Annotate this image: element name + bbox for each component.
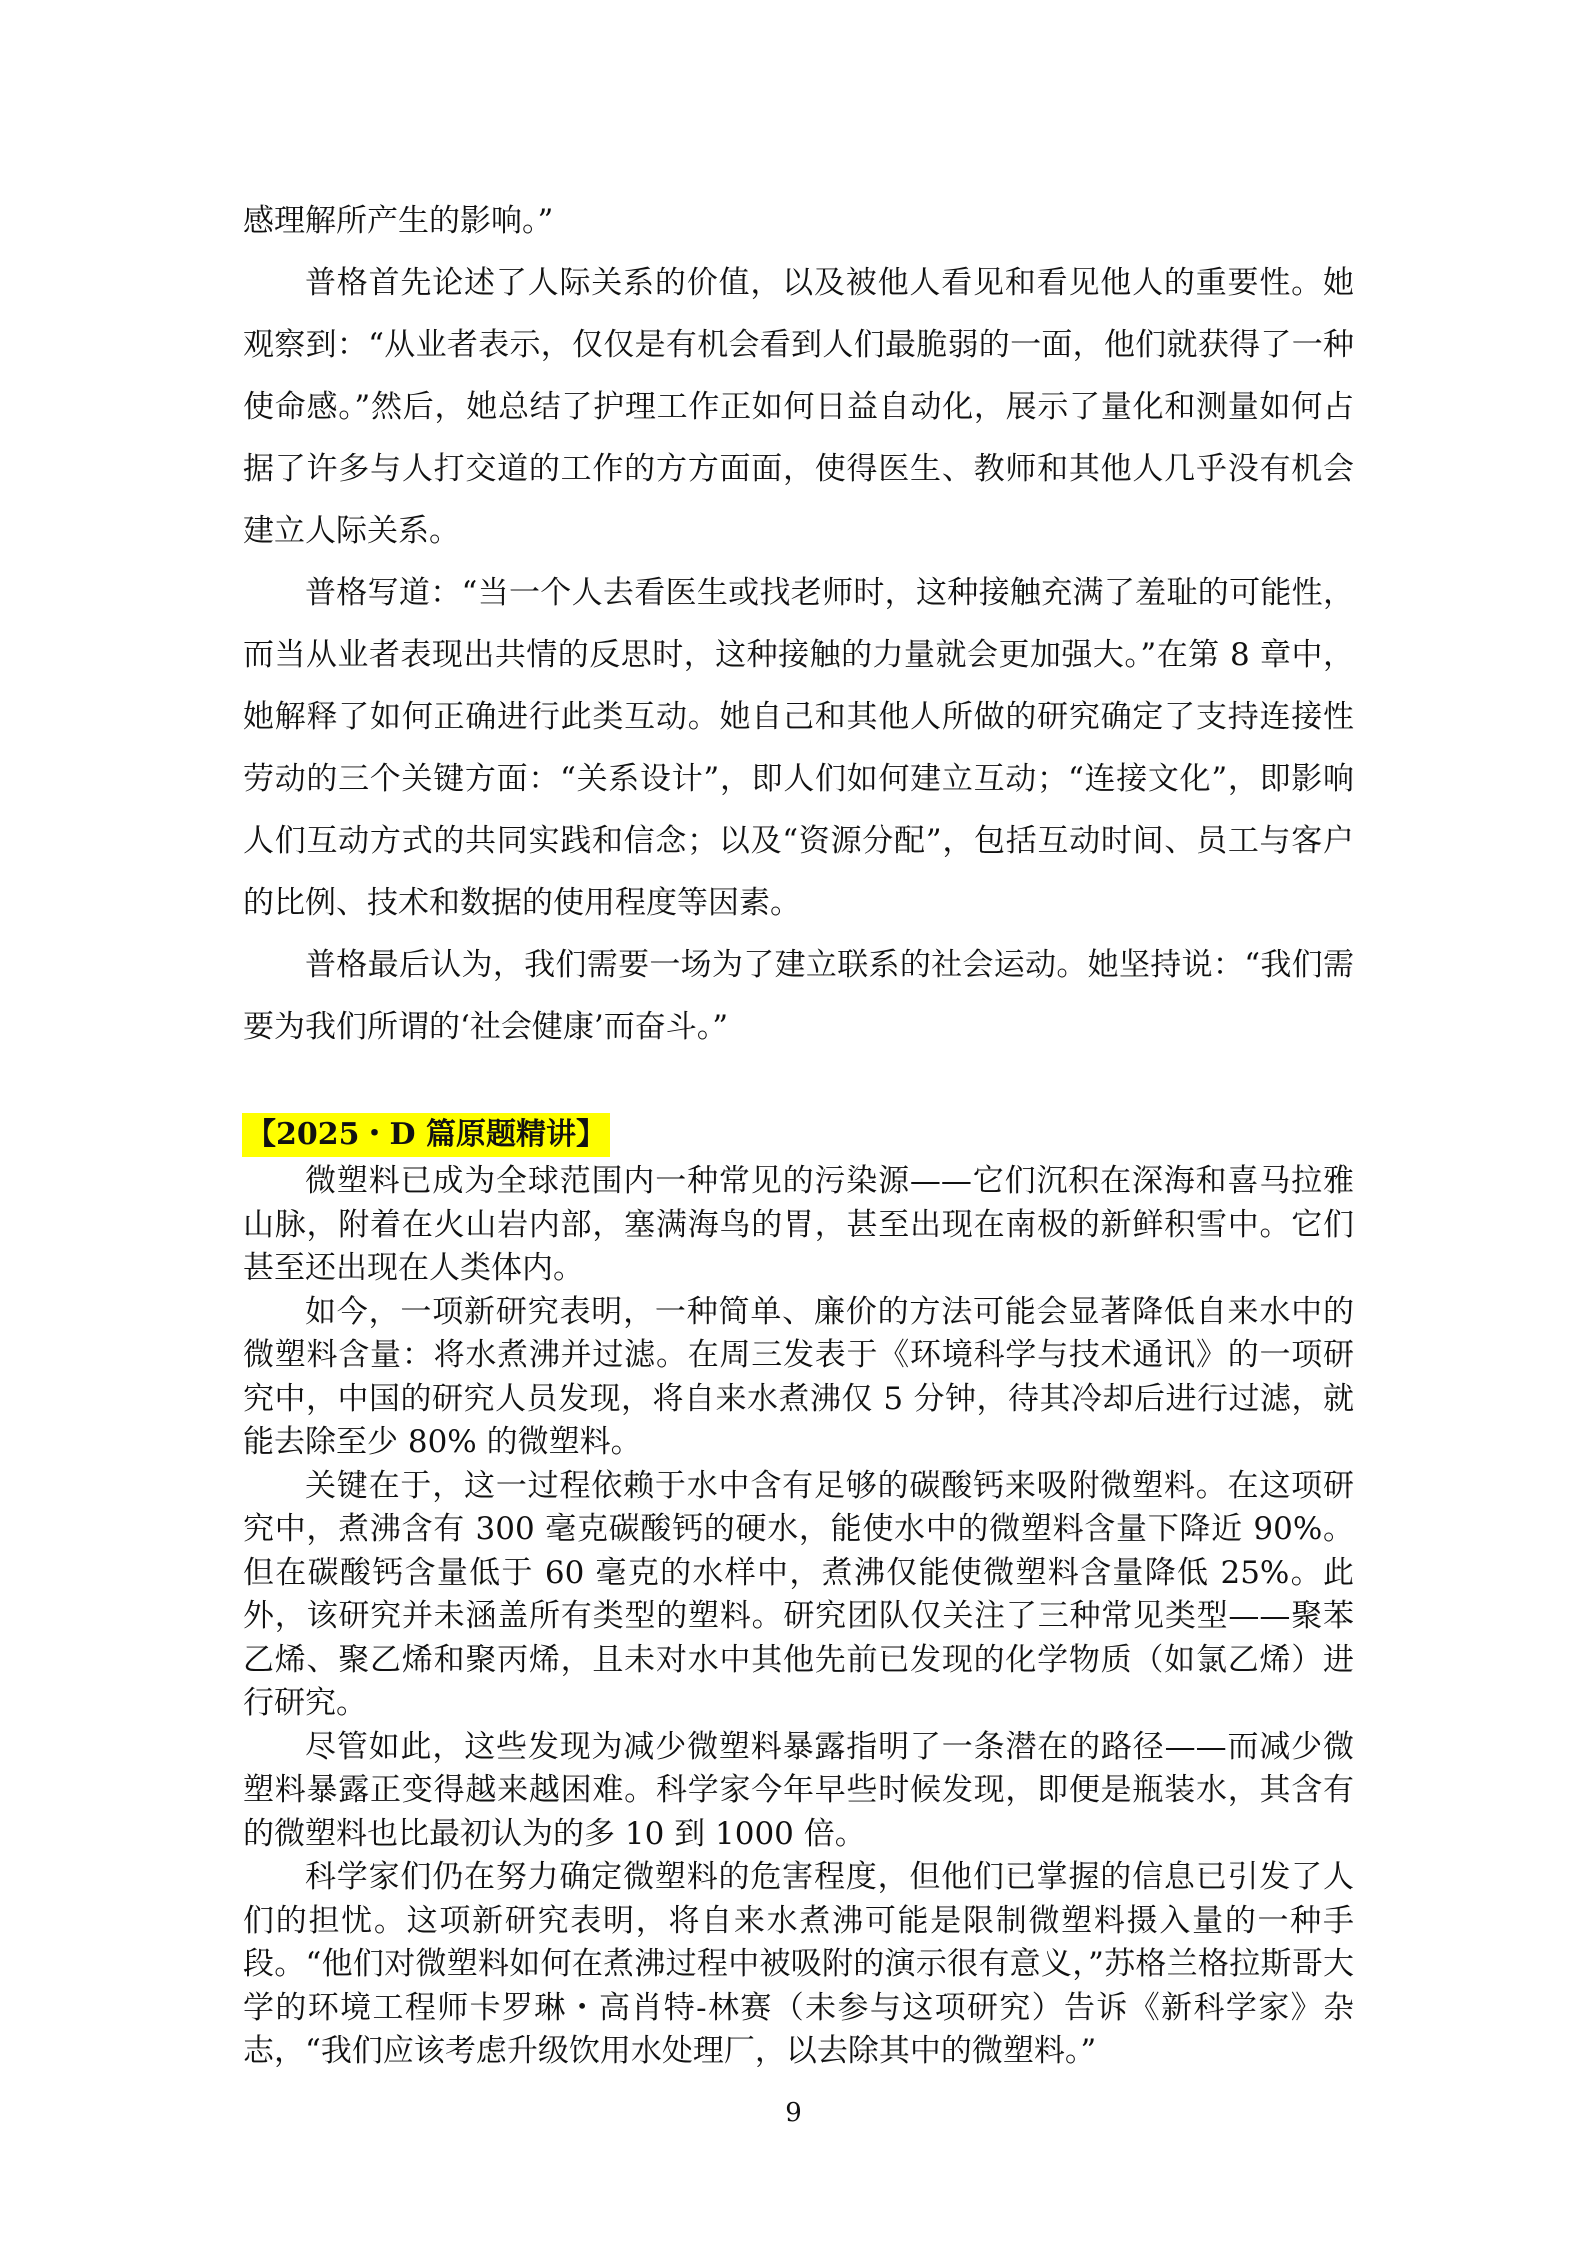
paragraph: 普格写道：“当一个人去看医生或找老师时，这种接触充满了羞耻的可能性，而当从业者表现出共情的反思时，这种接触的力量就会更加强大。”在第 8 章中，她解释了如何正确进行此类互动。她自己和其他人所做的研究确定了支持连接性劳动的三个关键方面：“关系设计”，即人们如何建立互动；“连接文化”，即影响人们互动方式的共同实践和信念；以及“资源分配”，包括互动时间、员工与客户的比例、技术和数据的使用程度等因素。 bbox=[243, 575, 1354, 921]
paragraph: 科学家们仍在努力确定微塑料的危害程度，但他们已掌握的信息已引发了人们的担忧。这项新研究表明，将自来水煮沸可能是限制微塑料摄入量的一种手段。“他们对微塑料如何在煮沸过程中被吸附的演示很有意义，”苏格兰格拉斯哥大学的环境工程师卡罗琳・高肖特-林赛（未参与这项研究）告诉《新科学家》杂志，“我们应该考虑升级饮用水处理厂，以去除其中的微塑料。” bbox=[243, 1859, 1354, 2069]
paragraph-continuation: 感理解所产生的影响。” bbox=[243, 203, 554, 239]
paragraph: 微塑料已成为全球范围内一种常见的污染源——它们沉积在深海和喜马拉雅山脉，附着在火山岩内部，塞满海鸟的胃，甚至出现在南极的新鲜积雪中。它们甚至还出现在人类体内。 bbox=[243, 1163, 1354, 1286]
page-number: 9 bbox=[785, 2098, 802, 2128]
section-heading: 【2025・D 篇原题精讲】 bbox=[242, 1113, 610, 1157]
paragraph: 如今，一项新研究表明，一种简单、廉价的方法可能会显著降低自来水中的微塑料含量：将水煮沸并过滤。在周三发表于《环境科学与技术通讯》的一项研究中，中国的研究人员发现，将自来水煮沸仅 5 分钟，待其冷却后进行过滤，就能去除至少 80% 的微塑料。 bbox=[243, 1293, 1354, 1460]
paragraph: 尽管如此，这些发现为减少微塑料暴露指明了一条潜在的路径——而减少微塑料暴露正变得越来越困难。科学家今年早些时候发现，即便是瓶装水，其含有的微塑料也比最初认为的多 10 到 1000 倍。 bbox=[243, 1728, 1354, 1852]
paragraph: 普格首先论述了人际关系的价值，以及被他人看见和看见他人的重要性。她观察到：“从业者表示，仅仅是有机会看到人们最脆弱的一面，他们就获得了一种使命感。”然后，她总结了护理工作正如何日益自动化，展示了量化和测量如何占据了许多与人打交道的工作的方方面面，使得医生、教师和其他人几乎没有机会建立人际关系。 bbox=[243, 265, 1354, 549]
passage-section bbox=[243, 1160, 1354, 2074]
paragraph: 关键在于，这一过程依赖于水中含有足够的碳酸钙来吸附微塑料。在这项研究中，煮沸含有 300 毫克碳酸钙的硬水，能使水中的微塑料含量下降近 90%。但在碳酸钙含量低于 60 毫克的水样中，煮沸仅能使微塑料含量降低 25%。此外，该研究并未涵盖所有类型的塑料。研究团队仅关注了三种常见类型——聚苯乙烯、聚乙烯和聚丙烯，且未对水中其他先前已发现的化学物质（如氯乙烯）进行研究。 bbox=[243, 1467, 1354, 1721]
paragraph: 普格最后认为，我们需要一场为了建立联系的社会运动。她坚持说：“我们需要为我们所谓的‘社会健康’而奋斗。” bbox=[243, 947, 1354, 1045]
essay-section bbox=[243, 190, 1354, 1058]
